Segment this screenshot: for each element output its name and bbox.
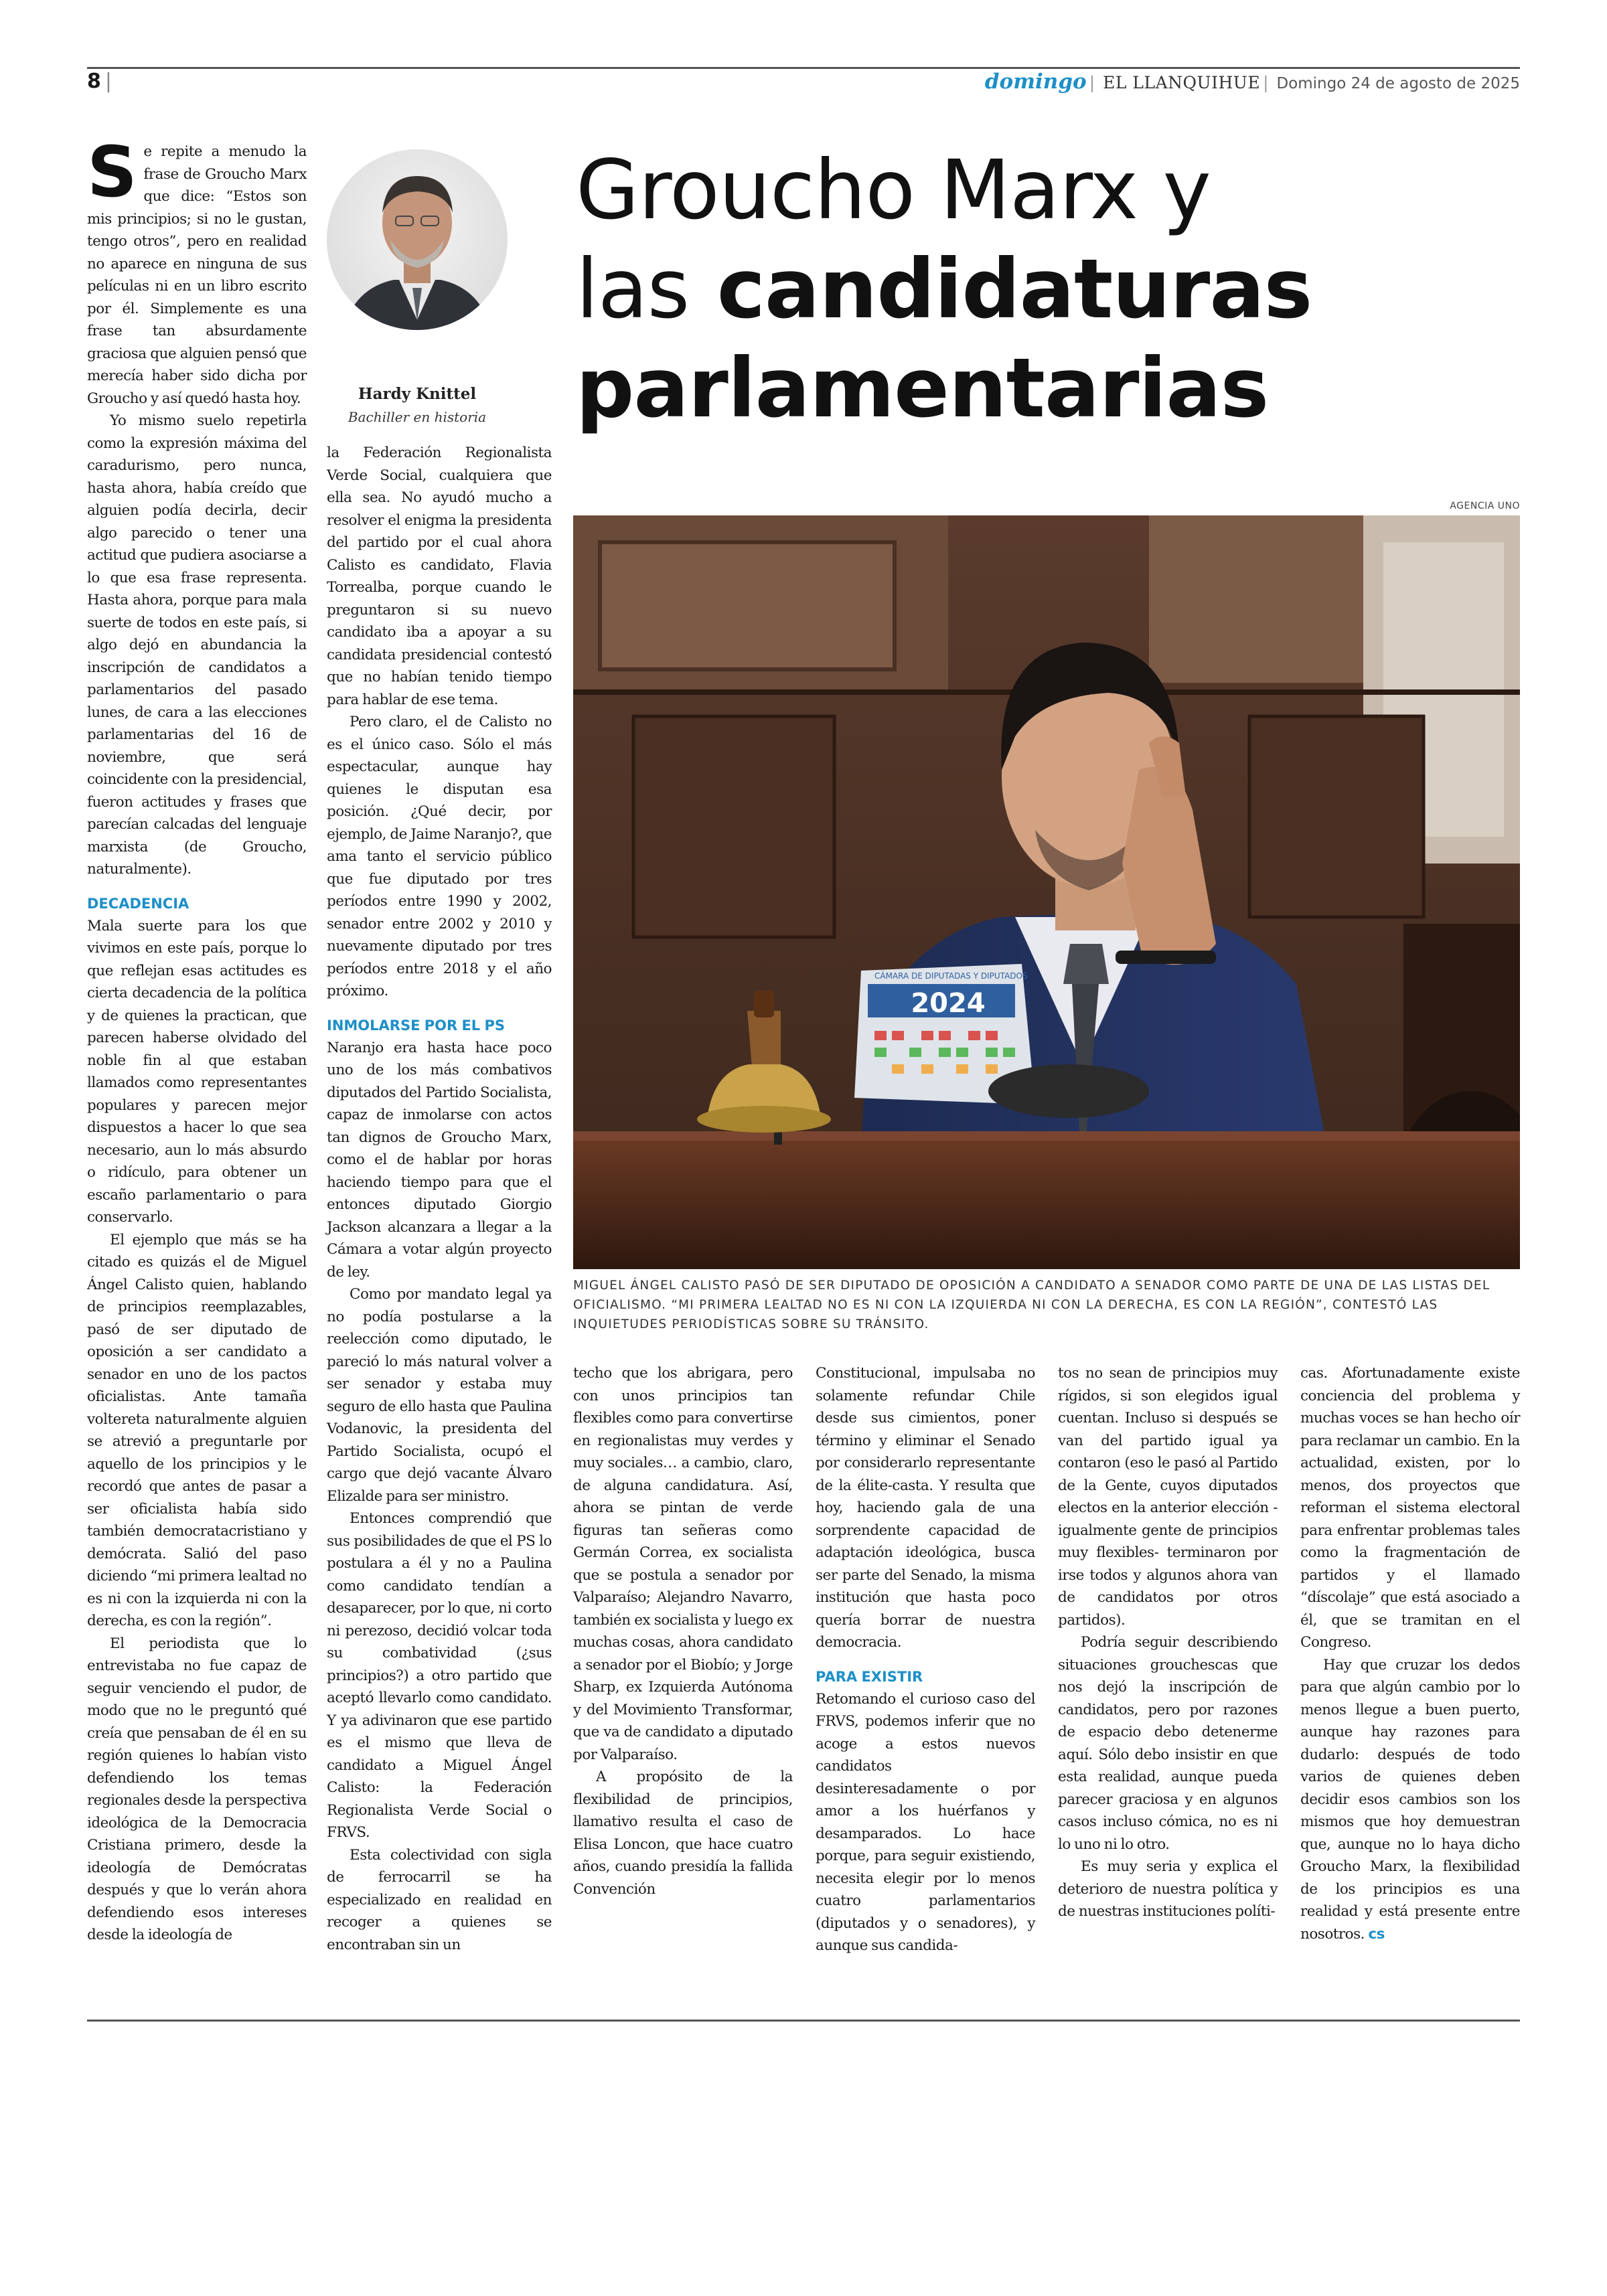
author-role: Bachiller en historia — [348, 409, 487, 425]
paragraph: techo que los abrigara, pero con unos principios tan flexibles como para convertirse en regionalistas muy verdes y muy sociales… a cambio, claro, de alguna candidatura. Así, ahora se pintan de verde figuras tan señeras como Germán Correa, ex socialista que se postula a senador por Valparaíso; Alejandro Navarro, también ex socialista y luego ex muchas cosas, ahora candidato a senador por el Biobío; y Jorge Sharp, ex Izquierda Autónoma y del Movimiento Transformar, que va de candidato a diputado por Valparaíso. — [573, 1365, 793, 1763]
author-portrait-icon — [327, 146, 508, 347]
headline-line-2: las candidaturas — [576, 242, 1312, 337]
paragraph: El periodista que lo entrevistaba no fue capaz de seguir venciendo el pudor, de modo que no le preguntó qué creía que pensaban de él en su región quienes lo habían visto defendiendo los temas regionales desde la perspectiva ideológica de la Democracia Cristiana primero, desde la ideología de Demócratas después y que lo verán ahora defendiendo esos intereses desde la ideología de — [87, 1635, 307, 1943]
newspaper-name: EL LLANQUIHUE — [1103, 73, 1261, 92]
bottom-rule — [87, 2020, 1520, 2022]
paragraph: Es muy seria y explica el deterioro de nuestra política y de nuestras instituciones políti- — [1058, 1858, 1278, 1920]
paragraph: Como por mandato legal ya no podía postularse a la reelección como diputado, le pareció lo más natural volver a ser senador y estaba muy seguro de ello hasta que Paulina Vodanovic, la presidenta del Partido Socialista, ocupó el cargo que dejó vacante Álvaro Elizalde para ser ministro. — [327, 1286, 552, 1505]
paragraph: e repite a menudo la frase de Groucho Marx que dice: “Estos son mis principios; si no le gustan, tengo otros”, pero en realidad no aparece en ninguna de sus películas ni en un libro escrito por él. Simplemente es una frase tan absurdamente graciosa que alguien pensó que merecía haber sido dicha por Groucho y así quedó hasta hoy. — [87, 143, 307, 407]
paragraph: Mala suerte para los que vivimos en este país, porque lo que reflejan esas actitudes es cierta decadencia de la política y de quienes la practican, que parecen haberse olvidado del noble fin al que estaban llamados como representantes populares y parecen mejor dispuestos a hacer lo que sea necesario, aun lo más absurdo o ridículo, para obtener un escaño parlamentario o para conservarlo. — [87, 917, 307, 1226]
paragraph: A propósito de la flexibilidad de principios, llamativo resulta el caso de Elisa Loncon, que hace cuatro años, cuando presidía la fallida Convención — [573, 1769, 793, 1898]
article-column-3 — [573, 1362, 793, 1900]
paragraph: Pero claro, el de Calisto no es el único caso. Sólo el más espectacular, aunque hay quienes le disputan esa posición. ¿Qué decir, por ejemplo, de Jaime Naranjo?, que ama tanto el servicio público que fue diputado por tres períodos entre 1990 y 2002, senador entre 2002 y 2010 y nuevamente diputado por tres períodos entre 2018 y el año próximo. — [327, 714, 552, 999]
top-rule — [87, 67, 1520, 69]
article-column-5 — [1058, 1362, 1278, 1923]
article-column-6 — [1300, 1362, 1520, 1945]
paragraph: Naranjo era hasta hace poco uno de los más combativos diputados del Partido Socialista, capaz de inmolarse con actos tan dignos de Groucho Marx, como el de hablar por horas haciendo tiempo para que el entonces diputado Giorgio Jackson alcanzara a llegar a la Cámara a votar algún proyecto de ley. — [327, 1039, 552, 1281]
headline — [576, 141, 1513, 438]
paragraph: Entonces comprendió que sus posibilidades de que el PS lo postulara a él y no a Paulina como candidato tendían a desaparecer, por lo que, ni corto ni perezoso, decidió volcar toda su combatividad (¿sus principios?) a otro partido que aceptó llevarlo como candidato. Y ya adivinaron que ese partido es el mismo que lleva de candidato a Miguel Ángel Calisto: la Federación Regionalista Verde Social o FRVS. — [327, 1510, 552, 1841]
photo-credit: AGENCIA UNO — [1450, 501, 1520, 511]
paragraph: Hay que cruzar los dedos para que algún cambio por lo menos llegue a buen puerto, aunque hay razones para dudarlo: después de todo varios de quienes deben decidir esos cambios son los mismos que hoy demuestran que, aunque no lo haya dicho Groucho Marx, la flexibilidad de los principios es una realidad y está presente entre nosotros. cs — [1300, 1656, 1520, 1943]
article-column-2 — [327, 442, 552, 1956]
paragraph: El ejemplo que más se ha citado es quizás el de Miguel Ángel Calisto quien, hablando de principios reemplazables, pasó de ser diputado de oposición a ser candidato a senador en uno de los pactos oficialistas. Ante tamaña voltereta naturalmente alguien se atrevió a preguntarle por aquello de los principios y le recordó que antes de pasar a ser oficialista había sido también democratacristiano y demócrata. Salió del paso diciendo “mi primera lealtad no es ni con la izquierda ni con la derecha, es con la región”. — [87, 1231, 307, 1629]
calendar-title: CÁMARA DE DIPUTADAS Y DIPUTADOS — [874, 971, 1028, 981]
section-name: domingo — [984, 70, 1087, 94]
article-column-1 — [87, 131, 307, 1947]
subhead-para-existir: PARA EXISTIR — [816, 1668, 923, 1685]
photo-caption: MIGUEL ÁNGEL CALISTO PASÓ DE SER DIPUTADO DE OPOSICIÓN A CANDIDATO A SENADOR COMO PARTE DE UNA DE LAS LISTAS DEL OFICIALISMO. “MI PRIMERA LEALTAD NO ES NI CON LA IZQUIERDA NI CON LA DERECHA, ES CON LA REGIÓN”, CONTESTÓ LAS INQUIETUDES PERIODÍSTICAS SOBRE SU TRÁNSITO. — [573, 1279, 1490, 1331]
article-column-4 — [816, 1362, 1035, 1957]
paragraph: tos no sean de principios muy rígidos, si son elegidos igual cuentan. Incluso si después se van del partido igual ya contaron (eso le pasó al Partido de la Gente, cuyos diputados electos en la anterior elección -igualmente gente de principios muy flexibles- terminaron por irse todos y algunos ahora van de candidatos por otros partidos). — [1058, 1365, 1278, 1629]
page-number: 8 | — [87, 70, 112, 93]
headline-line-1: Groucho Marx y — [576, 143, 1211, 238]
paragraph: Podría seguir describiendo situaciones grouchescas que nos dejó la inscripción de candidatos, pero por razones de espacio debo detenerme aquí. Sólo debo insistir en que esta realidad, aunque pueda parecer graciosa y en algunos casos incluso cómica, no es ni lo uno ni lo otro. — [1058, 1634, 1278, 1853]
headline-line-3: parlamentarias — [576, 341, 1269, 436]
news-photo — [573, 515, 1520, 1269]
paragraph: Yo mismo suelo repetirla como la expresión máxima del caradurismo, pero nunca, hasta ahora, había creído que alguien podía decirla, decir algo parecido o tener una actitud que pudiera asociarse a lo que esa frase representa. Hasta ahora, porque para mala suerte de todos en este país, si algo dejó en abundancia la inscripción de candidatos a parlamentarios del pasado lunes, de cara a las elecciones parlamentarias del 16 de noviembre, que será coincidente con la presidencial, fueron actitudes y frases que parecían calcadas del lenguaje marxista (de Groucho, naturalmente). — [87, 412, 307, 878]
paragraph: la Federación Regionalista Verde Social, cualquiera que ella sea. No ayudó mucho a resolver el enigma la presidenta del partido por el cual ahora Calisto es candidato, Flavia Torrealba, porque cuando le preguntaron si su nuevo candidato iba a apoyar a su candidata presidencial contestó que no habían tenido tiempo para hablar de ese tema. — [327, 444, 552, 708]
paragraph: cas. Afortunadamente existe conciencia del problema y muchas voces se han hecho oír para reclamar un cambio. En la actualidad, existen, por lo menos, dos proyectos que reforman el sistema electoral para enfrentar problemas tales como la fragmentación de partidos y el llamado “díscolaje” que está asociado a él, que se tramitan en el Congreso. — [1300, 1365, 1520, 1651]
paragraph: Constitucional, impulsaba no solamente refundar Chile desde sus cimientos, poner término y eliminar el Senado por considerarlo representante de la élite-casta. Y resulta que hoy, haciendo gala de una sorprendente capacidad de adaptación ideológica, busca ser parte del Senado, la misma institución que hasta poco quería borrar de nuestra democracia. — [816, 1365, 1035, 1651]
issue-date: Domingo 24 de agosto de 2025 — [1276, 75, 1520, 92]
author-name: Hardy Knittel — [358, 385, 477, 403]
subhead-decadencia: DECADENCIA — [87, 895, 189, 912]
subhead-inmolarse: INMOLARSE POR EL PS — [327, 1017, 506, 1034]
paragraph: Esta colectividad con sigla de ferrocarril se ha especializado en realidad en recoger a quienes se encontraban sin un — [327, 1846, 552, 1953]
calendar-year: 2024 — [911, 988, 986, 1019]
drop-cap: S — [87, 131, 137, 213]
end-of-article-icon: cs — [1368, 1925, 1385, 1943]
folio: domingo | EL LLANQUIHUE | Domingo 24 de agosto de 2025 — [984, 70, 1520, 94]
paragraph: Retomando el curioso caso del FRVS, podemos inferir que no acoge a estos nuevos candidatos desinteresadamente o por amor a los huérfanos y desamparados. Lo hace porque, para seguir existiendo, necesita elegir por lo menos cuatro parlamentarios (diputados y o senadores), y aunque sus candida- — [816, 1690, 1035, 1954]
